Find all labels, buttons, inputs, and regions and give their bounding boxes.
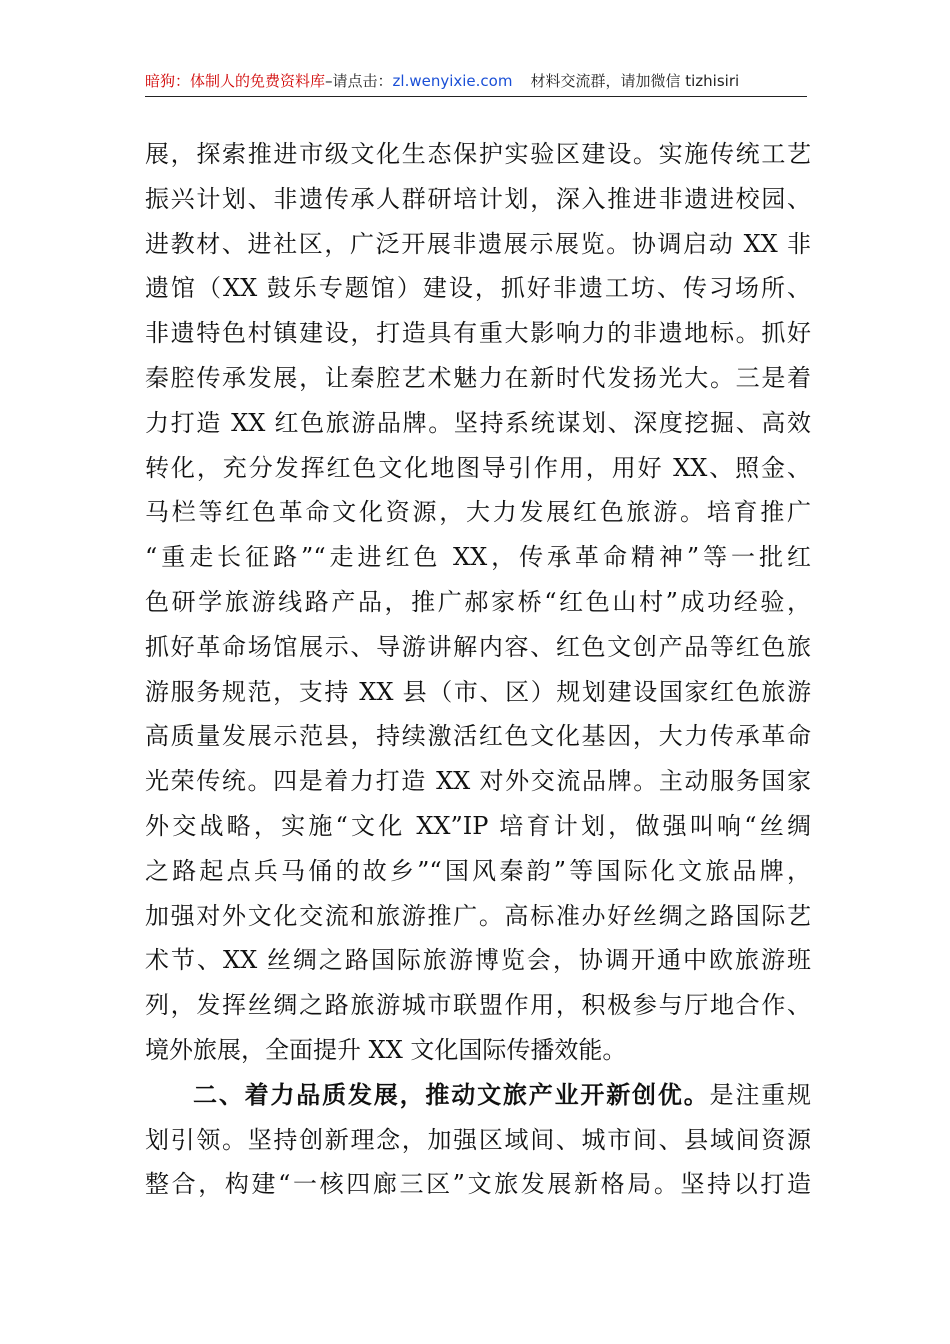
header-link[interactable]: zl.wenyixie.com (392, 72, 513, 90)
text-line: 外交战略，实施“文化 XX”IP 培育计划，做强叫响“丝绸 (145, 811, 811, 840)
paragraph-1 (145, 132, 811, 1073)
text-line: 光荣传统。四是着力打造 XX 对外交流品牌。主动服务国家 (145, 767, 811, 796)
text-line: 力打造 XX 红色旅游品牌。坚持系统谋划、深度挖掘、高效 (145, 408, 811, 437)
section-heading-line (145, 1073, 811, 1118)
header-brand: 暗狗：体制人的免费资料库 (145, 72, 326, 90)
text-line: 游服务规范，支持 XX 县（市、区）规划建设国家红色旅游 (145, 677, 811, 706)
header-prompt: –请点击： (325, 72, 393, 90)
text-line: 进教材、进社区，广泛开展非遗展示展览。协调启动 XX 非 (145, 229, 811, 258)
document-body (145, 132, 811, 1207)
text-line: 色研学旅游线路产品，推广郝家桥“红色山村”成功经验， (145, 587, 811, 616)
text-line: 列，发挥丝绸之路旅游城市联盟作用，积极参与厅地合作、 (145, 991, 811, 1020)
text-line: 术节、XX 丝绸之路国际旅游博览会，协调开通中欧旅游班 (145, 946, 811, 975)
text-line: 抓好革命场馆展示、导游讲解内容、红色文创产品等红色旅 (145, 632, 811, 661)
text-line: 加强对外文化交流和旅游推广。高标准办好丝绸之路国际艺 (145, 901, 811, 930)
text-line: 整合，构建“一核四廊三区”文旅发展新格局。坚持以打造 (145, 1170, 811, 1199)
header-wechat-note: 材料交流群，请加微信 tizhisiri (530, 72, 740, 90)
text-line: 展，探索推进市级文化生态保护实验区建设。实施传统工艺 (145, 140, 811, 168)
text-line: “重走长征路”“走进红色 XX，传承革命精神”等一批红 (145, 543, 811, 572)
text-line: 高质量发展示范县，持续激活红色文化基因，大力传承革命 (145, 722, 811, 751)
text-line: 之路起点兵马俑的故乡”“国风秦韵”等国际化文旅品牌， (145, 856, 811, 885)
text-line: 振兴计划、非遗传承人群研培计划，深入推进非遗进校园、 (145, 184, 811, 213)
text-line: 非遗特色村镇建设，打造具有重大影响力的非遗地标。抓好 (145, 319, 811, 348)
page-header (145, 68, 807, 97)
text-line: 马栏等红色革命文化资源，大力发展红色旅游。培育推广 (145, 498, 811, 527)
paragraph-2 (145, 1073, 811, 1207)
section-heading: 二、着力品质发展，推动文旅产业开新创优。 (193, 1080, 710, 1109)
text-line: 转化，充分发挥红色文化地图导引作用，用好 XX、照金、 (145, 453, 811, 482)
text-line: 秦腔传承发展，让秦腔艺术魅力在新时代发扬光大。三是着 (145, 363, 811, 392)
heading-line-rest: 是注重规 (709, 1080, 812, 1109)
text-line: 遗馆（XX 鼓乐专题馆）建设，抓好非遗工坊、传习场所、 (145, 274, 811, 303)
text-line: 划引领。坚持创新理念，加强区域间、城市间、县域间资源 (145, 1125, 811, 1154)
text-line: 境外旅展，全面提升 XX 文化国际传播效能。 (145, 1035, 627, 1064)
